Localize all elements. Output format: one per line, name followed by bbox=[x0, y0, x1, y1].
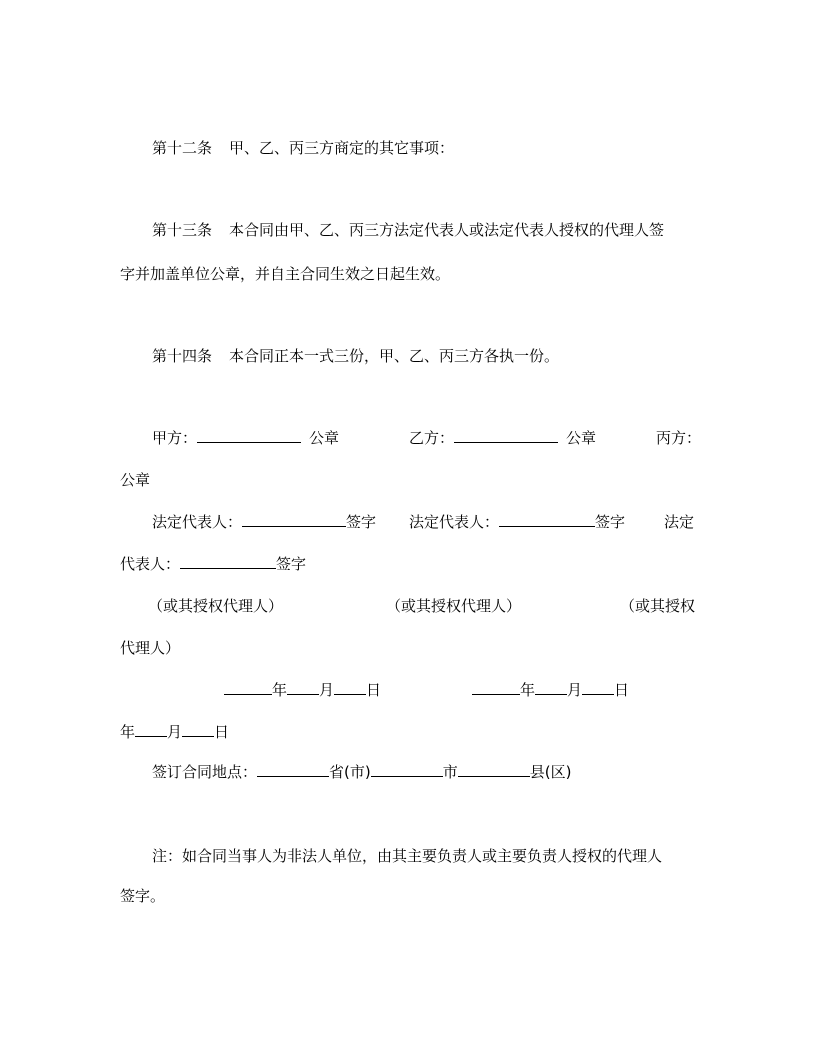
article-13-text-1: 本合同由甲、乙、丙三方法定代表人或法定代表人授权的代理人签 bbox=[229, 221, 665, 239]
date-c bbox=[120, 722, 229, 742]
date-a-day-blank[interactable] bbox=[334, 680, 366, 695]
place-county: 县(区) bbox=[529, 763, 572, 781]
legal-rep-c-blank[interactable] bbox=[180, 554, 276, 569]
legal-rep-a-label: 法定代表人： bbox=[152, 513, 243, 531]
place-city: 市 bbox=[442, 763, 458, 781]
legal-rep-c-part-2 bbox=[120, 554, 306, 574]
date-b-day: 日 bbox=[614, 681, 630, 699]
agent-a bbox=[148, 596, 283, 616]
date-b-year-blank[interactable] bbox=[472, 680, 520, 695]
party-b-seal: 公章 bbox=[566, 429, 597, 447]
date-b-month: 月 bbox=[567, 681, 583, 699]
note-line-2 bbox=[120, 886, 165, 906]
party-c bbox=[656, 428, 701, 448]
party-a-label: 甲方： bbox=[152, 429, 198, 447]
article-14 bbox=[152, 346, 559, 366]
agent-c-part-2 bbox=[120, 638, 180, 658]
place-province-blank[interactable] bbox=[257, 762, 329, 777]
article-14-text: 本合同正本一式三份，甲、乙、丙三方各执一份。 bbox=[229, 347, 560, 365]
party-b bbox=[409, 428, 596, 448]
date-a-day: 日 bbox=[366, 681, 382, 699]
note-line-1 bbox=[152, 846, 662, 866]
article-12 bbox=[152, 138, 454, 158]
agent-a-label: （或其授权代理人） bbox=[148, 597, 284, 615]
legal-rep-b-label: 法定代表人： bbox=[409, 513, 500, 531]
date-c-day-blank[interactable] bbox=[182, 722, 214, 737]
legal-rep-a bbox=[152, 512, 376, 532]
article-13-line-2 bbox=[120, 264, 450, 284]
legal-rep-a-blank[interactable] bbox=[242, 512, 346, 527]
date-c-day: 日 bbox=[214, 723, 230, 741]
article-13-text-2: 字并加盖单位公章，并自主合同生效之日起生效。 bbox=[120, 265, 451, 283]
legal-rep-c-sign: 签字 bbox=[276, 555, 307, 573]
place-province: 省(市) bbox=[329, 763, 371, 781]
contract-place bbox=[152, 762, 571, 782]
party-a-seal: 公章 bbox=[309, 429, 340, 447]
agent-c-label-2: 代理人） bbox=[120, 639, 181, 657]
party-a-blank[interactable] bbox=[197, 428, 301, 443]
date-c-month: 月 bbox=[167, 723, 183, 741]
date-b-month-blank[interactable] bbox=[535, 680, 567, 695]
party-b-label: 乙方： bbox=[409, 429, 455, 447]
date-a bbox=[224, 680, 381, 700]
legal-rep-b-sign: 签字 bbox=[595, 513, 626, 531]
agent-c-part-1 bbox=[620, 596, 695, 616]
legal-rep-c-part-1 bbox=[664, 512, 694, 532]
party-c-seal-line bbox=[120, 470, 150, 490]
agent-b-label: （或其授权代理人） bbox=[386, 597, 522, 615]
party-b-blank[interactable] bbox=[454, 428, 558, 443]
party-a bbox=[152, 428, 339, 448]
date-c-year: 年 bbox=[120, 723, 136, 741]
legal-rep-a-sign: 签字 bbox=[346, 513, 377, 531]
article-14-label: 第十四条 bbox=[152, 347, 213, 365]
date-a-month-blank[interactable] bbox=[287, 680, 319, 695]
note-text-1: 注：如合同当事人为非法人单位，由其主要负责人或主要负责人授权的代理人 bbox=[152, 847, 663, 865]
agent-b bbox=[386, 596, 521, 616]
date-a-year-blank[interactable] bbox=[224, 680, 272, 695]
party-c-seal: 公章 bbox=[120, 471, 151, 489]
article-12-label: 第十二条 bbox=[152, 139, 213, 157]
place-county-blank[interactable] bbox=[458, 762, 530, 777]
date-b-day-blank[interactable] bbox=[582, 680, 614, 695]
article-13-label: 第十三条 bbox=[152, 221, 213, 239]
legal-rep-b-blank[interactable] bbox=[499, 512, 595, 527]
legal-rep-c-label-2: 代表人： bbox=[120, 555, 181, 573]
party-c-label: 丙方： bbox=[656, 429, 702, 447]
date-b-year: 年 bbox=[520, 681, 536, 699]
article-12-text: 甲、乙、丙三方商定的其它事项： bbox=[229, 139, 455, 157]
date-b bbox=[472, 680, 629, 700]
date-a-month: 月 bbox=[319, 681, 335, 699]
note-text-2: 签字。 bbox=[120, 887, 166, 905]
place-city-blank[interactable] bbox=[371, 762, 443, 777]
place-label: 签订合同地点： bbox=[152, 763, 258, 781]
legal-rep-c-label-1: 法定 bbox=[664, 513, 695, 531]
article-13-line-1 bbox=[152, 220, 664, 240]
date-c-month-blank[interactable] bbox=[135, 722, 167, 737]
legal-rep-b bbox=[409, 512, 625, 532]
date-a-year: 年 bbox=[272, 681, 288, 699]
agent-c-label-1: （或其授权 bbox=[620, 597, 696, 615]
